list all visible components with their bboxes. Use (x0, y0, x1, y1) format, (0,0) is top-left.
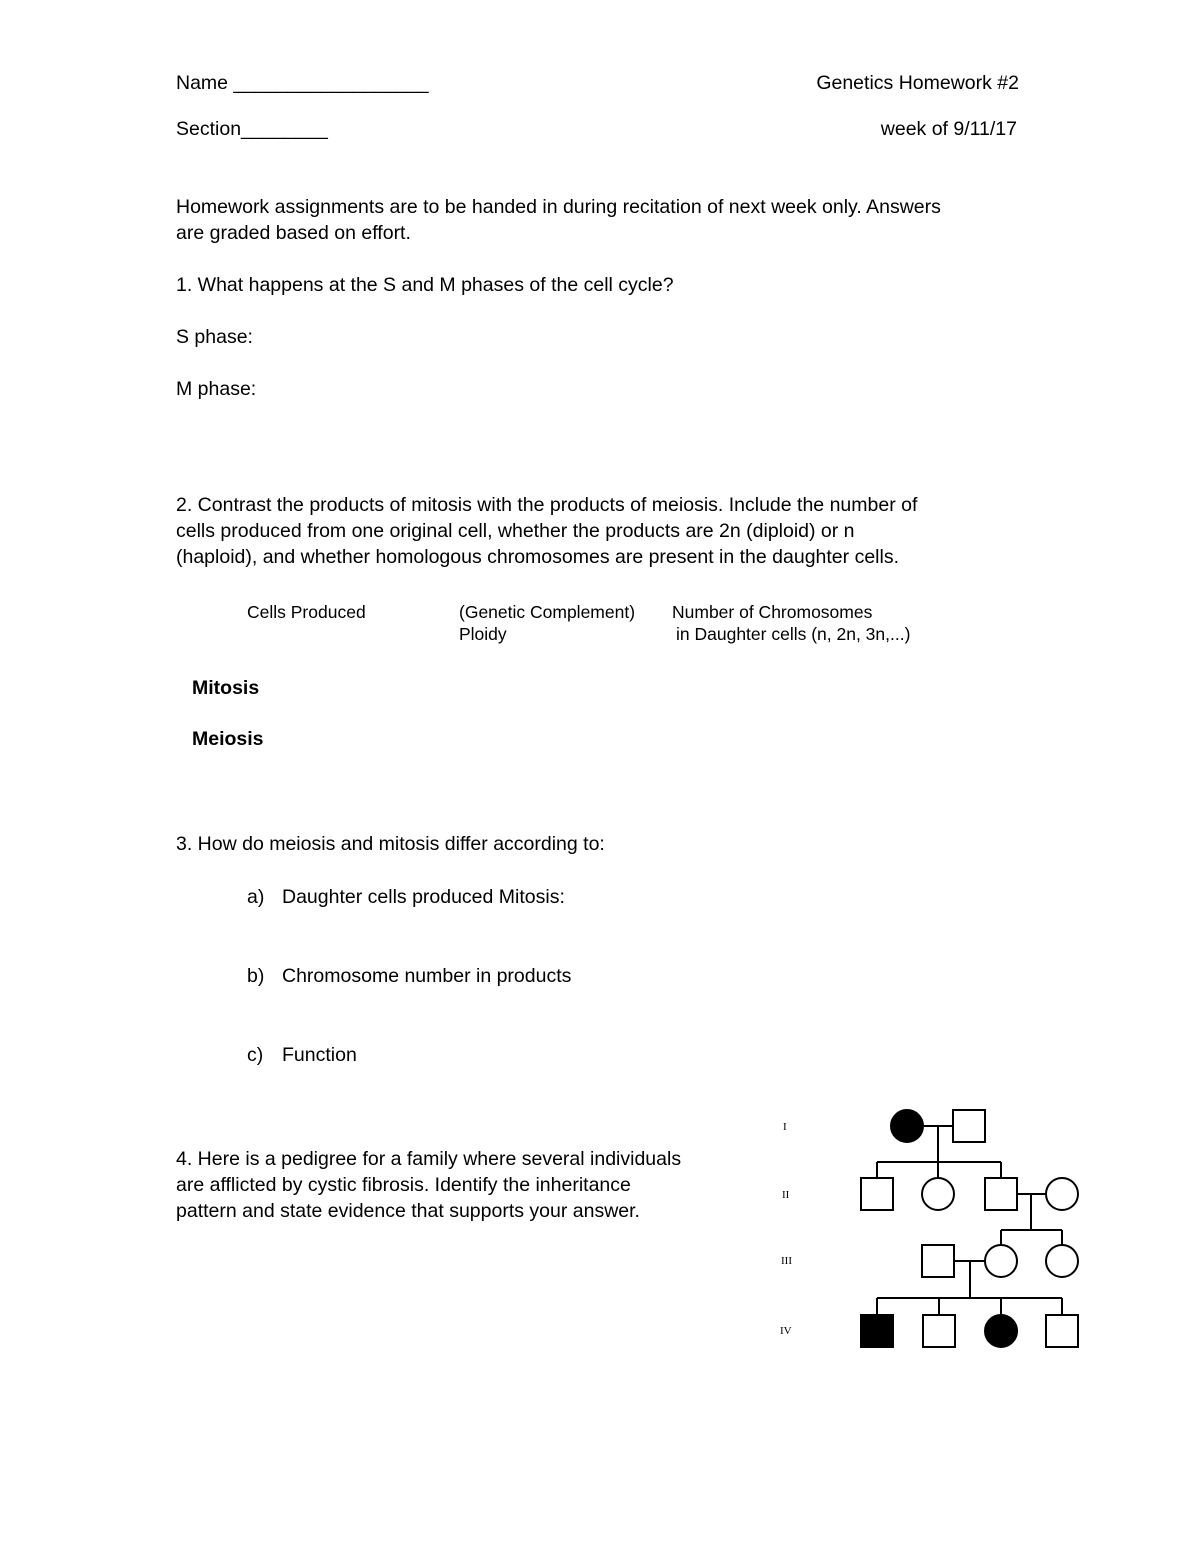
question-2-line-3: (haploid), and whether homologous chromosomes are present in the daughter cells. (176, 546, 899, 568)
s-phase-label: S phase: (176, 326, 253, 348)
question-1: 1. What happens at the S and M phases of the cell cycle? (176, 274, 674, 296)
generation-label-4: IV (780, 1325, 792, 1337)
gen3-male (922, 1245, 954, 1277)
intro-line-1: Homework assignments are to be handed in during recitation of next week only. Answers (176, 196, 941, 218)
gen4-male-2 (1046, 1315, 1078, 1347)
column-number-of-chromosomes: Number of Chromosomes (672, 602, 873, 622)
generation-label-1: I (783, 1121, 787, 1133)
generation-label-2: II (782, 1189, 790, 1201)
gen2-female-2 (1046, 1178, 1078, 1210)
section-field-label: Section________ (176, 118, 328, 140)
column-daughter-cells: in Daughter cells (n, 2n, 3n,...) (676, 624, 911, 644)
column-ploidy: Ploidy (459, 624, 507, 644)
gen2-female-1 (922, 1178, 954, 1210)
page-title: Genetics Homework #2 (816, 72, 1019, 94)
column-genetic-complement: (Genetic Complement) (459, 602, 636, 622)
column-cells-produced: Cells Produced (247, 602, 366, 622)
question-4-line-3: pattern and state evidence that supports your answer. (176, 1200, 640, 1222)
gen2-male-1 (861, 1178, 893, 1210)
row-mitosis: Mitosis (192, 677, 260, 699)
intro-line-2: are graded based on effort. (176, 222, 411, 244)
m-phase-label: M phase: (176, 378, 257, 400)
item-c-text: Function (282, 1044, 357, 1066)
question-3: 3. How do meiosis and mitosis differ according to: (176, 833, 605, 855)
generation-label-3: III (781, 1255, 792, 1267)
row-meiosis: Meiosis (192, 728, 264, 750)
gen2-male-2 (985, 1178, 1017, 1210)
gen4-male-1 (923, 1315, 955, 1347)
gen3-female-2 (1046, 1245, 1078, 1277)
gen1-affected-female (891, 1110, 923, 1142)
question-4-line-1: 4. Here is a pedigree for a family where several individuals (176, 1148, 682, 1170)
item-b-text: Chromosome number in products (282, 965, 572, 987)
name-field-label: Name __________________ (176, 72, 429, 94)
gen1-male (953, 1110, 985, 1142)
question-2-line-1: 2. Contrast the products of mitosis with the products of meiosis. Include the number of (176, 494, 918, 516)
gen4-affected-female (985, 1315, 1017, 1347)
week-date: week of 9/11/17 (880, 118, 1017, 140)
gen3-female-1 (985, 1245, 1017, 1277)
gen4-affected-male (861, 1315, 893, 1347)
item-a-marker: a) (247, 886, 265, 908)
item-c-marker: c) (247, 1044, 264, 1066)
question-2-line-2: cells produced from one original cell, whether the products are 2n (diploid) or n (176, 520, 855, 542)
item-a-text: Daughter cells produced Mitosis: (282, 886, 565, 908)
question-4-line-2: are afflicted by cystic fibrosis. Identify the inheritance (176, 1174, 631, 1196)
item-b-marker: b) (247, 965, 265, 987)
